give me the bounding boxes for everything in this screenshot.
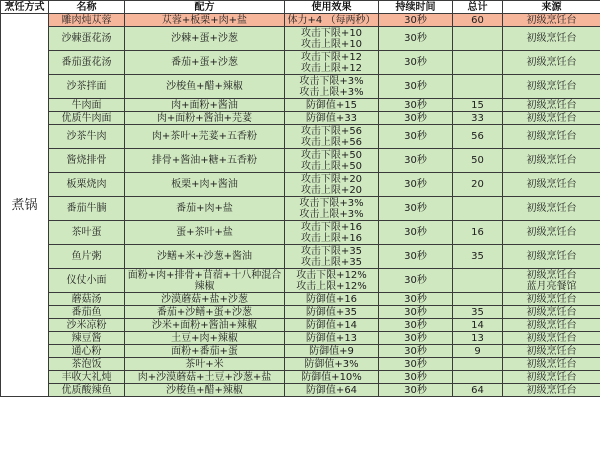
duration-cell: 30秒 <box>379 197 453 221</box>
source-cell <box>503 75 600 99</box>
name-cell: 丰收大礼炖 <box>49 371 125 384</box>
effect-cell <box>285 197 379 221</box>
name-cell: 雕肉炖苁蓉 <box>49 14 125 27</box>
duration-cell: 30秒 <box>379 75 453 99</box>
duration-cell: 30秒 <box>379 99 453 112</box>
total-cell: 50 <box>453 149 503 173</box>
source-cell <box>503 14 600 27</box>
table-row <box>1 332 600 345</box>
effect-cell-line: 防御值+64 <box>305 384 358 396</box>
duration-cell: 30秒 <box>379 125 453 149</box>
effect-cell-line: 攻击上限+10 <box>300 38 363 50</box>
duration-cell: 30秒 <box>379 319 453 332</box>
source-cell <box>503 269 600 293</box>
name-cell: 优质酸辣鱼 <box>49 384 125 397</box>
duration-cell: 30秒 <box>379 345 453 358</box>
source-cell <box>503 51 600 75</box>
table-row <box>1 384 600 397</box>
name-cell: 板栗烧肉 <box>49 173 125 197</box>
recipe-cell: 茶叶+米 <box>125 358 285 371</box>
effect-cell-line: 攻击上限+56 <box>300 136 363 148</box>
name-cell: 仪仗小面 <box>49 269 125 293</box>
table-row <box>1 27 600 51</box>
total-cell: 60 <box>453 14 503 27</box>
recipe-cell: 蛋+茶叶+盐 <box>125 221 285 245</box>
effect-cell-line: 防御值+16 <box>305 293 358 305</box>
total-cell <box>453 27 503 51</box>
source-cell-line: 初级烹饪台 <box>526 155 577 166</box>
duration-cell: 30秒 <box>379 51 453 75</box>
source-cell-line: 初级烹饪台 <box>526 319 577 331</box>
recipe-cell: 肉+面粉+酱油+芫荽 <box>125 112 285 125</box>
header-total: 总计 <box>453 1 503 14</box>
table-row <box>1 112 600 125</box>
effect-cell-line: 攻击下限+12 <box>300 51 363 63</box>
recipe-cell: 排骨+酱油+糖+五香粉 <box>125 149 285 173</box>
effect-cell-line: 攻击上限+3% <box>299 86 364 98</box>
cooking-method-cell: 煮锅 <box>1 14 49 397</box>
source-cell <box>503 332 600 345</box>
name-cell: 番茄牛腩 <box>49 197 125 221</box>
effect-cell-line: 攻击上限+3% <box>299 208 364 220</box>
source-cell-line: 初级烹饪台 <box>526 14 577 26</box>
effect-cell <box>285 14 379 27</box>
total-cell: 35 <box>453 306 503 319</box>
source-cell-line: 初级烹饪台 <box>526 384 577 396</box>
header-row <box>1 1 600 14</box>
effect-cell <box>285 75 379 99</box>
effect-cell <box>285 245 379 269</box>
source-cell-line: 初级烹饪台 <box>526 227 577 238</box>
header-recipe: 配方 <box>125 1 285 14</box>
table-row <box>1 149 600 173</box>
total-cell <box>453 293 503 306</box>
recipe-cell: 番茄+蛋+沙葱 <box>125 51 285 75</box>
effect-cell-line: 攻击上限+50 <box>300 160 363 172</box>
header-duration: 持续时间 <box>379 1 453 14</box>
source-cell-line: 初级烹饪台 <box>526 99 577 111</box>
effect-cell <box>285 27 379 51</box>
source-cell <box>503 371 600 384</box>
source-cell-line: 初级烹饪台 <box>526 33 577 44</box>
name-cell: 牛肉面 <box>49 99 125 112</box>
table-row <box>1 269 600 293</box>
recipe-cell: 肉+茶叶+芫荽+五香粉 <box>125 125 285 149</box>
total-cell: 56 <box>453 125 503 149</box>
source-cell-line: 初级烹饪台 <box>526 81 577 92</box>
effect-cell-line: 攻击下限+16 <box>300 221 363 233</box>
name-cell: 通心粉 <box>49 345 125 358</box>
source-cell-line: 初级烹饪台 <box>526 112 577 124</box>
name-cell: 沙茶拌面 <box>49 75 125 99</box>
name-cell: 优质牛肉面 <box>49 112 125 125</box>
recipe-cell: 苁蓉+板栗+肉+盐 <box>125 14 285 27</box>
effect-cell-line: 体力+4 （每两秒） <box>287 14 376 26</box>
source-cell <box>503 293 600 306</box>
duration-cell: 30秒 <box>379 269 453 293</box>
effect-cell <box>285 125 379 149</box>
source-cell <box>503 99 600 112</box>
table-row <box>1 173 600 197</box>
source-cell-line: 初级烹饪台 <box>526 251 577 262</box>
duration-cell: 30秒 <box>379 14 453 27</box>
source-cell <box>503 358 600 371</box>
source-cell <box>503 27 600 51</box>
recipe-cell: 面粉+番茄+蛋 <box>125 345 285 358</box>
total-cell: 9 <box>453 345 503 358</box>
total-cell: 15 <box>453 99 503 112</box>
total-cell: 20 <box>453 173 503 197</box>
total-cell <box>453 358 503 371</box>
recipe-cell: 面粉+肉+排骨+苜蓿+十八种混合辣椒 <box>125 269 285 293</box>
total-cell <box>453 197 503 221</box>
effect-cell-line: 攻击下限+10 <box>300 27 363 39</box>
effect-cell-line: 攻击下限+20 <box>300 173 363 185</box>
source-cell-line: 初级烹饪台 <box>526 332 577 344</box>
effect-cell-line: 攻击下限+12% <box>296 269 367 281</box>
source-cell-line: 初级烹饪台 <box>526 371 577 383</box>
table-row <box>1 125 600 149</box>
recipe-cell: 沙漠蘑菇+盐+沙葱 <box>125 293 285 306</box>
effect-cell <box>285 345 379 358</box>
source-cell <box>503 319 600 332</box>
total-cell <box>453 371 503 384</box>
duration-cell: 30秒 <box>379 384 453 397</box>
table-row <box>1 306 600 319</box>
name-cell: 沙米凉粉 <box>49 319 125 332</box>
header-effect: 使用效果 <box>285 1 379 14</box>
effect-cell <box>285 149 379 173</box>
effect-cell-line: 攻击上限+20 <box>300 184 363 196</box>
effect-cell-line: 防御值+9 <box>309 345 354 357</box>
name-cell: 茶叶蛋 <box>49 221 125 245</box>
recipe-cell: 板栗+肉+酱油 <box>125 173 285 197</box>
duration-cell: 30秒 <box>379 293 453 306</box>
effect-cell <box>285 99 379 112</box>
table-row <box>1 319 600 332</box>
effect-cell-line: 防御值+13 <box>305 332 358 344</box>
effect-cell <box>285 306 379 319</box>
duration-cell: 30秒 <box>379 112 453 125</box>
source-cell-line: 初级烹饪台 <box>526 179 577 190</box>
duration-cell: 30秒 <box>379 371 453 384</box>
recipe-cell: 沙米+面粉+酱油+辣椒 <box>125 319 285 332</box>
table-row <box>1 345 600 358</box>
source-cell <box>503 345 600 358</box>
effect-cell-line: 攻击下限+35 <box>300 245 363 257</box>
name-cell: 番茄鱼 <box>49 306 125 319</box>
total-cell <box>453 269 503 293</box>
recipe-cell: 沙棘+蛋+沙葱 <box>125 27 285 51</box>
table-row <box>1 371 600 384</box>
source-cell <box>503 384 600 397</box>
name-cell: 辣豆酱 <box>49 332 125 345</box>
total-cell <box>453 75 503 99</box>
effect-cell <box>285 358 379 371</box>
total-cell: 33 <box>453 112 503 125</box>
table-row <box>1 293 600 306</box>
source-cell-line: 初级烹饪台 <box>526 358 577 370</box>
effect-cell <box>285 269 379 293</box>
recipe-cell: 沙梭鱼+醋+辣椒 <box>125 75 285 99</box>
name-cell: 沙棘蛋花汤 <box>49 27 125 51</box>
effect-cell-line: 防御值+33 <box>305 112 358 124</box>
effect-cell-line: 攻击下限+3% <box>299 197 364 209</box>
effect-cell-line: 攻击下限+50 <box>300 149 363 161</box>
duration-cell: 30秒 <box>379 245 453 269</box>
name-cell: 鱼片粥 <box>49 245 125 269</box>
table-row <box>1 221 600 245</box>
effect-cell-line: 防御值+3% <box>304 358 359 370</box>
effect-cell-line: 攻击下限+56 <box>300 125 363 137</box>
effect-cell <box>285 112 379 125</box>
table-row <box>1 358 600 371</box>
recipe-cell: 肉+沙漠蘑菇+土豆+沙葱+盐 <box>125 371 285 384</box>
effect-cell-line: 攻击上限+35 <box>300 256 363 268</box>
recipe-cell: 沙梭鱼+醋+辣椒 <box>125 384 285 397</box>
duration-cell: 30秒 <box>379 306 453 319</box>
total-cell <box>453 51 503 75</box>
source-cell <box>503 173 600 197</box>
effect-cell <box>285 51 379 75</box>
source-cell <box>503 125 600 149</box>
total-cell: 14 <box>453 319 503 332</box>
source-cell-line: 初级烹饪台 <box>526 203 577 214</box>
source-cell <box>503 197 600 221</box>
source-cell-line: 初级烹饪台 <box>526 57 577 68</box>
effect-cell-line: 攻击上限+12% <box>296 280 367 292</box>
effect-cell-line: 防御值+15 <box>305 99 358 111</box>
effect-cell-line: 攻击上限+12 <box>300 62 363 74</box>
total-cell: 35 <box>453 245 503 269</box>
source-cell-line: 初级烹饪台 <box>526 131 577 142</box>
effect-cell <box>285 371 379 384</box>
name-cell: 沙茶牛肉 <box>49 125 125 149</box>
effect-cell <box>285 319 379 332</box>
table-row <box>1 75 600 99</box>
effect-cell <box>285 332 379 345</box>
name-cell: 番茄蛋花汤 <box>49 51 125 75</box>
table-row <box>1 51 600 75</box>
table-row <box>1 245 600 269</box>
recipe-cell: 肉+面粉+酱油 <box>125 99 285 112</box>
source-cell-line: 初级烹饪台 <box>526 293 577 305</box>
effect-cell <box>285 293 379 306</box>
effect-cell-line: 攻击下限+3% <box>299 75 364 87</box>
recipe-cell: 番茄+肉+盐 <box>125 197 285 221</box>
source-cell <box>503 306 600 319</box>
duration-cell: 30秒 <box>379 221 453 245</box>
duration-cell: 30秒 <box>379 27 453 51</box>
effect-cell-line: 攻击上限+16 <box>300 232 363 244</box>
header-method: 烹饪方式 <box>1 1 49 14</box>
effect-cell-line: 防御值+10% <box>301 371 362 383</box>
source-cell-line: 初级烹饪台 <box>526 345 577 357</box>
source-cell-line: 初级烹饪台 <box>526 306 577 318</box>
effect-cell-line: 防御值+35 <box>305 306 358 318</box>
name-cell: 茶泡饭 <box>49 358 125 371</box>
effect-cell <box>285 221 379 245</box>
table-row <box>1 197 600 221</box>
name-cell: 酱烧排骨 <box>49 149 125 173</box>
header-name: 名称 <box>49 1 125 14</box>
source-cell <box>503 112 600 125</box>
source-cell <box>503 149 600 173</box>
source-cell-line: 初级烹饪台 <box>526 269 577 281</box>
effect-cell <box>285 173 379 197</box>
total-cell: 64 <box>453 384 503 397</box>
effect-cell <box>285 384 379 397</box>
source-cell <box>503 245 600 269</box>
duration-cell: 30秒 <box>379 149 453 173</box>
header-source: 来源 <box>503 1 600 14</box>
duration-cell: 30秒 <box>379 173 453 197</box>
table-row <box>1 14 600 27</box>
source-cell-line: 蓝月亮餐馆 <box>526 280 577 292</box>
recipe-cell: 沙鳝+米+沙葱+酱油 <box>125 245 285 269</box>
duration-cell: 30秒 <box>379 358 453 371</box>
name-cell: 蘑菇汤 <box>49 293 125 306</box>
effect-cell-line: 防御值+14 <box>305 319 358 331</box>
total-cell: 13 <box>453 332 503 345</box>
table-row <box>1 99 600 112</box>
total-cell: 16 <box>453 221 503 245</box>
recipe-cell: 番茄+沙鳝+蛋+沙葱 <box>125 306 285 319</box>
source-cell <box>503 221 600 245</box>
duration-cell: 30秒 <box>379 332 453 345</box>
recipe-cell: 土豆+肉+辣椒 <box>125 332 285 345</box>
